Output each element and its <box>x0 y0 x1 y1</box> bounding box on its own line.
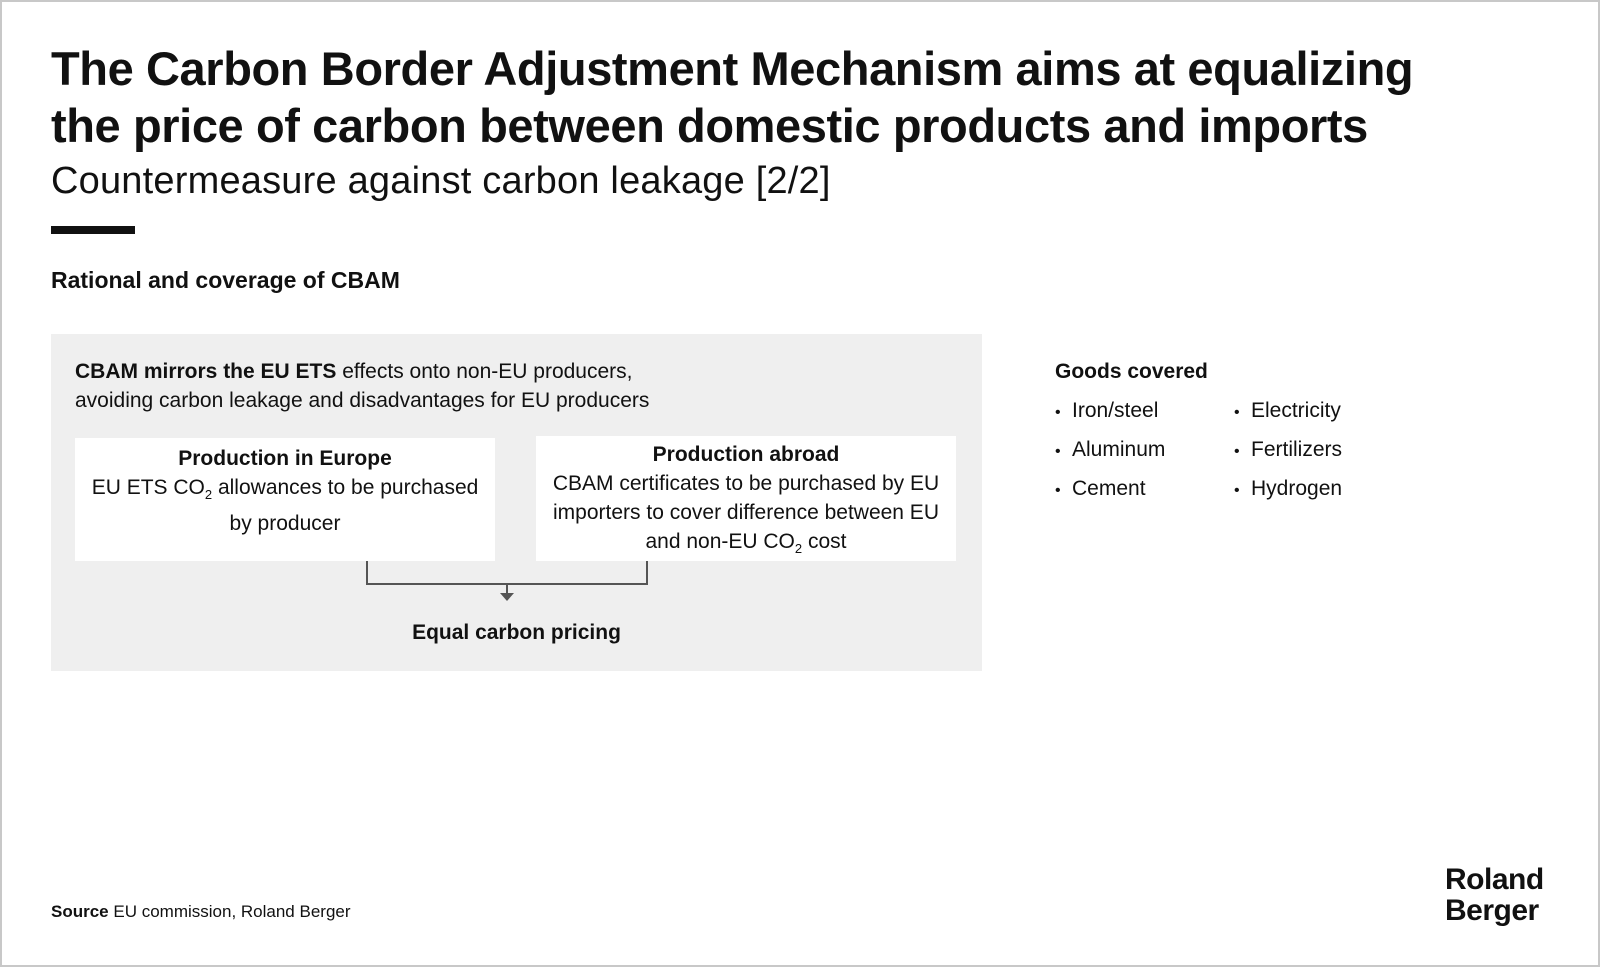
goods-item-label: Iron/steel <box>1072 399 1159 422</box>
source-label: Source <box>51 902 109 921</box>
goods-item-label: Electricity <box>1251 399 1341 422</box>
arrow-down-icon <box>500 593 514 601</box>
cbam-mechanism-panel <box>51 334 982 671</box>
goods-item <box>1055 470 1165 509</box>
equal-carbon-pricing-label: Equal carbon pricing <box>412 621 621 644</box>
source-note <box>51 901 351 923</box>
panel-intro-line-2: avoiding carbon leakage and disadvantages for EU producers <box>75 389 650 412</box>
co2-subscript: 2 <box>794 541 803 557</box>
panel-intro-bold: CBAM mirrors the EU ETS <box>75 360 337 383</box>
production-abroad-text-a: CBAM certificates to be purchased by EU importers to cover difference between EU and non-EU CO <box>552 472 940 553</box>
bullet-icon: • <box>1055 404 1061 421</box>
goods-item-label: Hydrogen <box>1251 477 1343 500</box>
goods-item <box>1234 431 1342 470</box>
production-abroad-title: Production abroad <box>652 443 840 466</box>
logo-line-1: Roland <box>1445 863 1544 896</box>
goods-item <box>1055 431 1165 470</box>
section-heading: Rational and coverage of CBAM <box>51 267 400 293</box>
goods-item-label: Aluminum <box>1072 438 1166 461</box>
goods-item <box>1055 392 1165 431</box>
goods-item-label: Fertilizers <box>1251 438 1343 461</box>
bullet-icon: • <box>1234 404 1240 421</box>
connector-line <box>367 561 647 584</box>
production-europe-text-a: EU ETS CO <box>91 476 205 499</box>
bullet-icon: • <box>1234 482 1240 499</box>
goods-item-label: Cement <box>1072 477 1146 500</box>
goods-covered-heading: Goods covered <box>1055 360 1208 383</box>
source-text: EU commission, Roland Berger <box>108 902 351 921</box>
goods-item <box>1234 392 1342 431</box>
panel-intro-rest: effects onto non-EU producers, <box>336 360 633 383</box>
title-underline-bar <box>51 226 135 234</box>
slide-title <box>51 40 1531 154</box>
production-abroad-text-b: cost <box>802 530 847 553</box>
logo-line-2: Berger <box>1445 894 1539 927</box>
bullet-icon: • <box>1055 482 1061 499</box>
slide-title-line-2: the price of carbon between domestic products and imports <box>51 99 1368 152</box>
goods-column-1 <box>1055 392 1165 509</box>
goods-item <box>1234 470 1342 509</box>
slide-title-line-1: The Carbon Border Adjustment Mechanism aims at equalizing <box>51 42 1414 95</box>
roland-berger-logo <box>1445 864 1565 926</box>
slide-subtitle: Countermeasure against carbon leakage [2/2] <box>51 160 831 202</box>
production-europe-title: Production in Europe <box>178 447 392 470</box>
bullet-icon: • <box>1055 443 1061 460</box>
goods-column-2 <box>1234 392 1342 509</box>
goods-covered <box>1055 357 1455 500</box>
co2-subscript: 2 <box>204 487 213 503</box>
bullet-icon: • <box>1234 443 1240 460</box>
production-europe-text-b: allowances to be purchased by producer <box>212 476 479 536</box>
